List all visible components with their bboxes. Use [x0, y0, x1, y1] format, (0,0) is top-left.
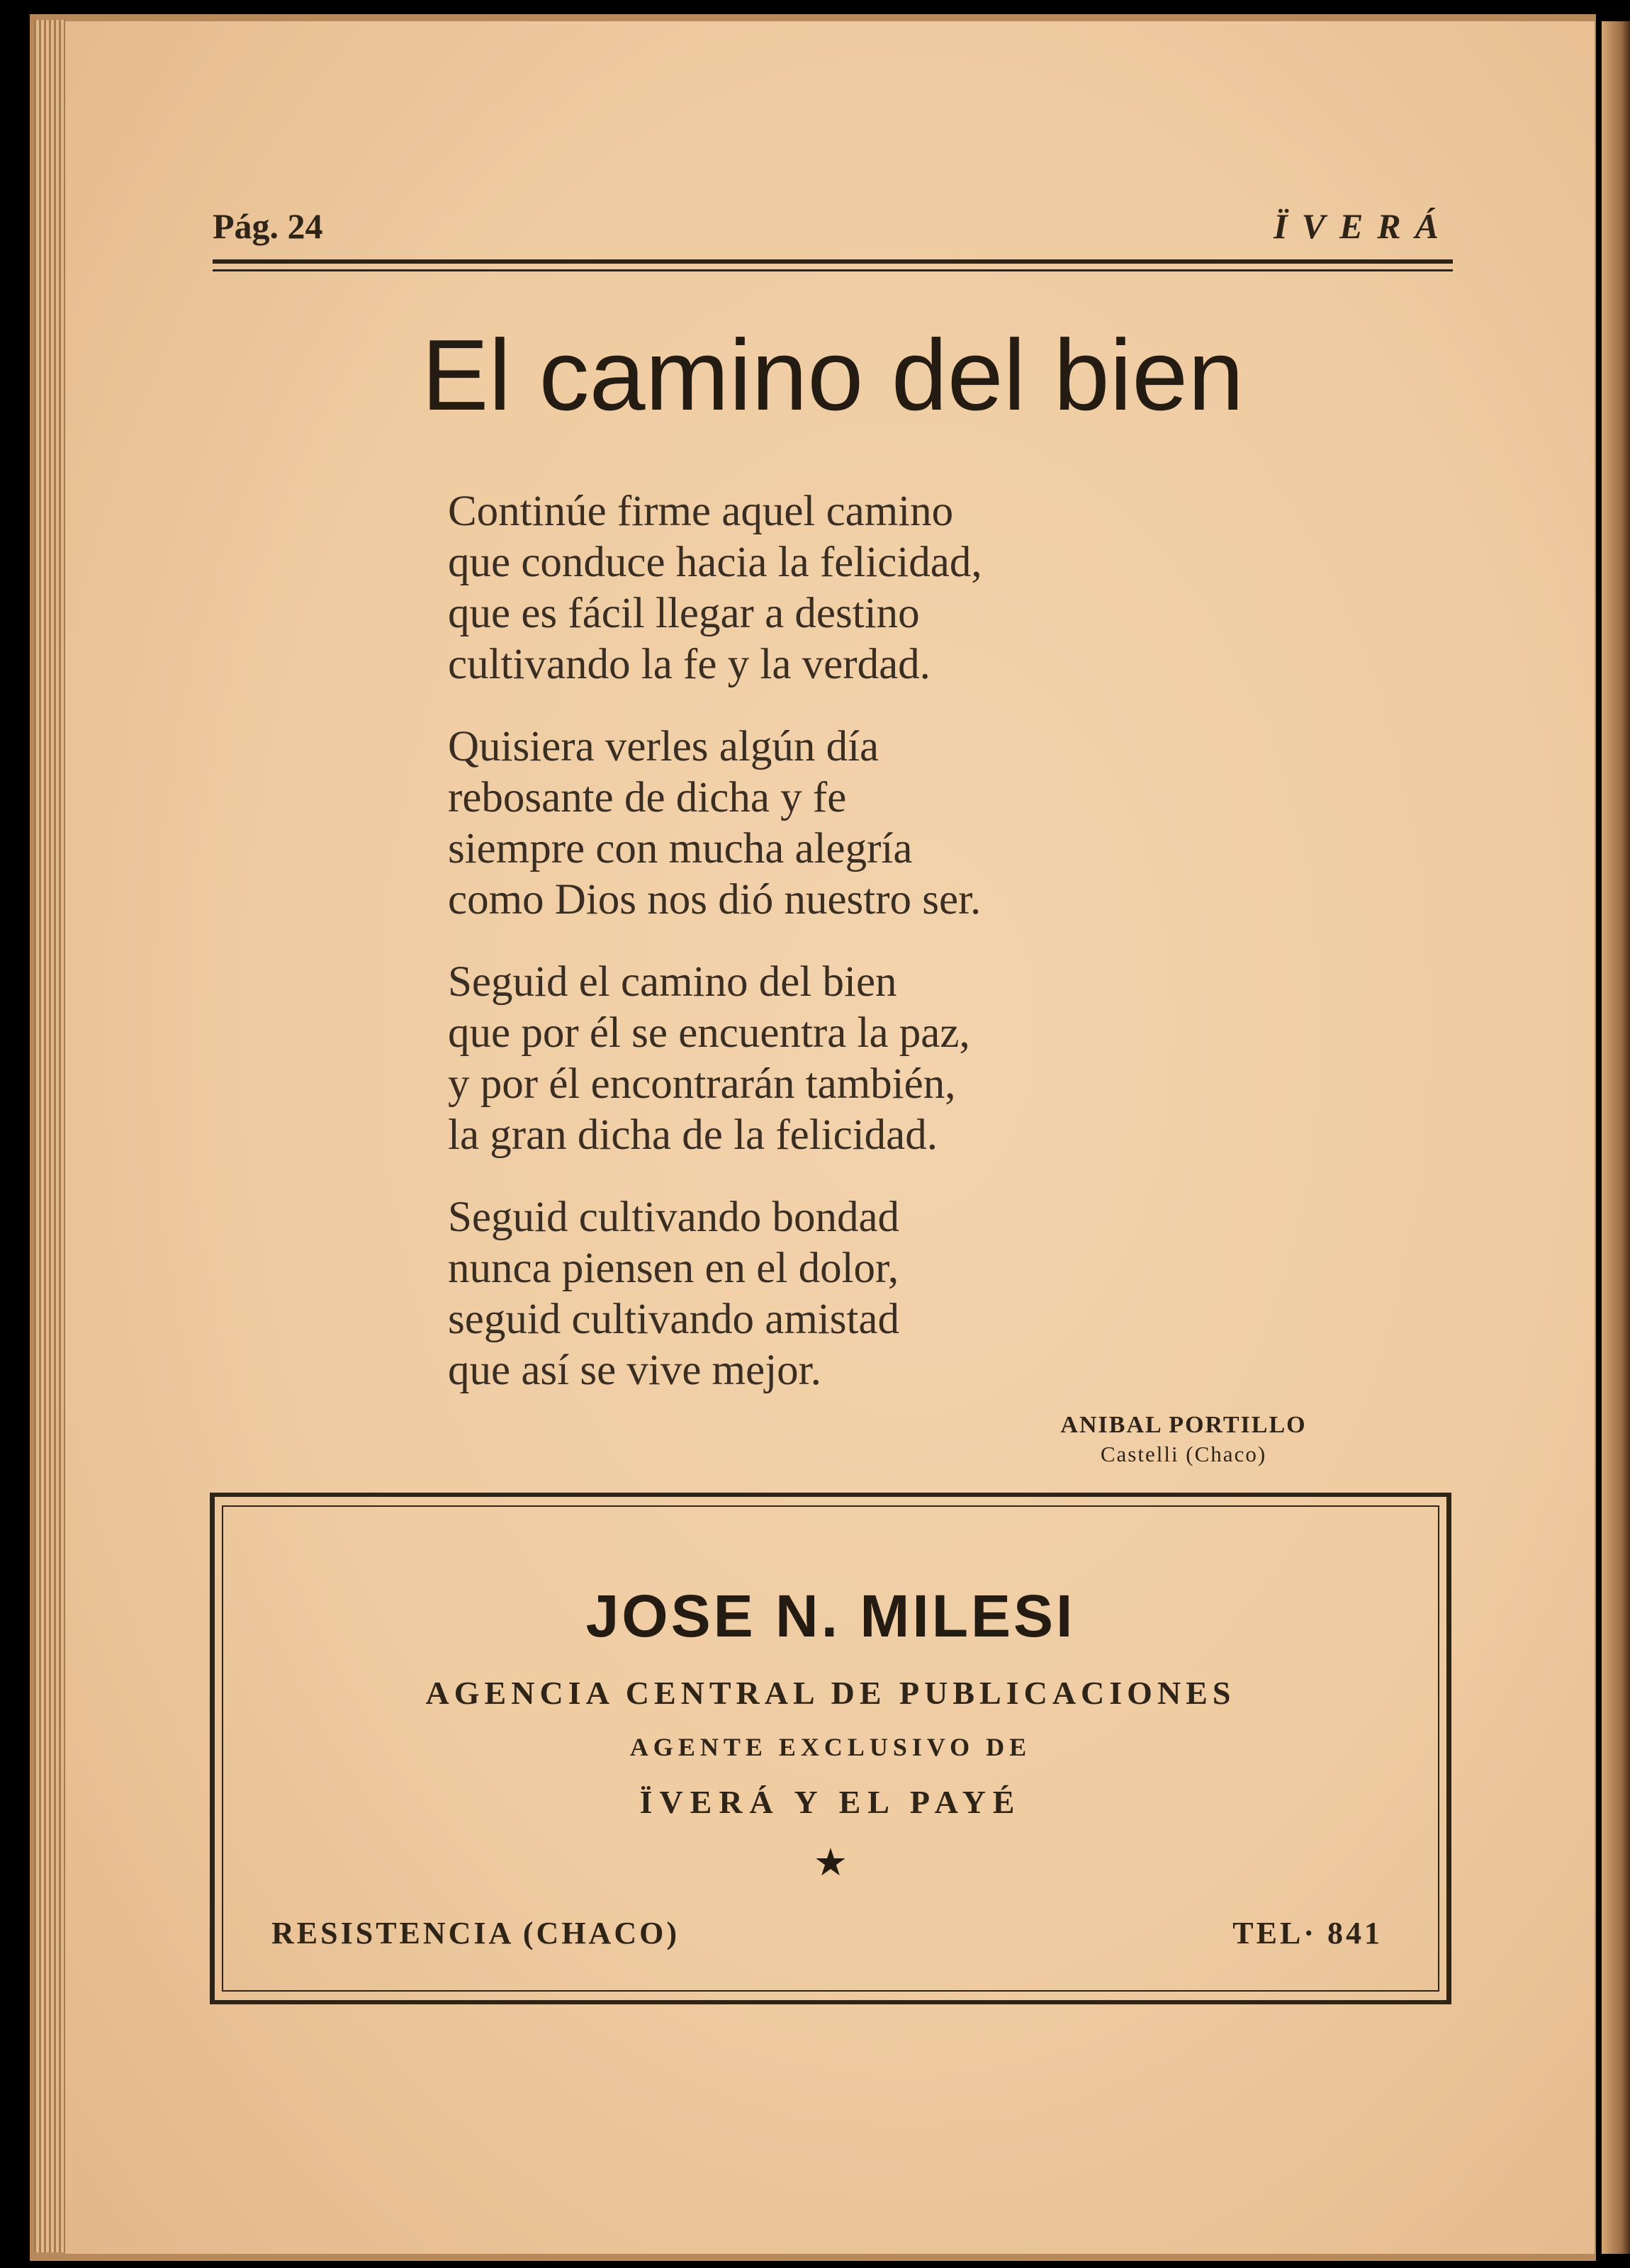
- stanza-4: [448, 1192, 1298, 1396]
- advertisement-box: [210, 1493, 1451, 2004]
- verse-line: que conduce hacia la felicidad,: [448, 539, 982, 586]
- poem-title: El camino del bien: [421, 319, 1244, 432]
- verse-line: Seguid cultivando bondad: [448, 1194, 900, 1241]
- stanza-2: [448, 722, 1298, 926]
- verse-line: y por él encontrarán también,: [448, 1060, 956, 1108]
- verse-line: Seguid el camino del bien: [448, 958, 897, 1006]
- advertiser-publications: ÏVERÁ Y EL PAYÉ: [639, 1784, 1022, 1820]
- page-stack-lines: [34, 20, 65, 2252]
- stanza-1: [448, 486, 1298, 690]
- verse-line: que así se vive mejor.: [448, 1347, 821, 1394]
- header-rule-thin: [213, 269, 1453, 271]
- verse-line: la gran dicha de la felicidad.: [448, 1111, 938, 1159]
- verse-line: que es fácil llegar a destino: [448, 590, 920, 637]
- verse-line: rebosante de dicha y fe: [448, 774, 847, 821]
- page-number: Pág. 24: [213, 206, 323, 246]
- advertiser-phone: TEL· 841: [1232, 1916, 1383, 1950]
- author-signature: [1035, 1410, 1332, 1469]
- advertiser-name: JOSE N. MILESI: [585, 1583, 1076, 1649]
- verse-line: Continúe firme aquel camino: [448, 488, 954, 535]
- author-place: Castelli (Chaco): [1100, 1442, 1267, 1466]
- verse-line: siempre con mucha alegría: [448, 825, 913, 872]
- stanza-3: [448, 957, 1298, 1161]
- verse-line: nunca piensen en el dolor,: [448, 1245, 899, 1292]
- poem-body: [448, 486, 1298, 1427]
- verse-line: que por él se encuentra la paz,: [448, 1009, 970, 1057]
- verse-line: como Dios nos dió nuestro ser.: [448, 876, 982, 924]
- advertiser-agent-label: AGENTE EXCLUSIVO DE: [629, 1733, 1032, 1761]
- book-gutter: [1602, 21, 1630, 2254]
- verse-line: cultivando la fe y la verdad.: [448, 641, 931, 688]
- author-name: ANIBAL PORTILLO: [1060, 1412, 1307, 1438]
- verse-line: Quisiera verles algún día: [448, 723, 879, 770]
- journal-name: ÏVERÁ: [1274, 206, 1453, 246]
- advertiser-business: AGENCIA CENTRAL DE PUBLICACIONES: [425, 1675, 1236, 1711]
- header-rule-thick: [213, 259, 1453, 264]
- verse-line: seguid cultivando amistad: [448, 1296, 899, 1343]
- star-icon: ★: [813, 1841, 848, 1884]
- advertiser-city: RESISTENCIA (CHACO): [271, 1916, 680, 1950]
